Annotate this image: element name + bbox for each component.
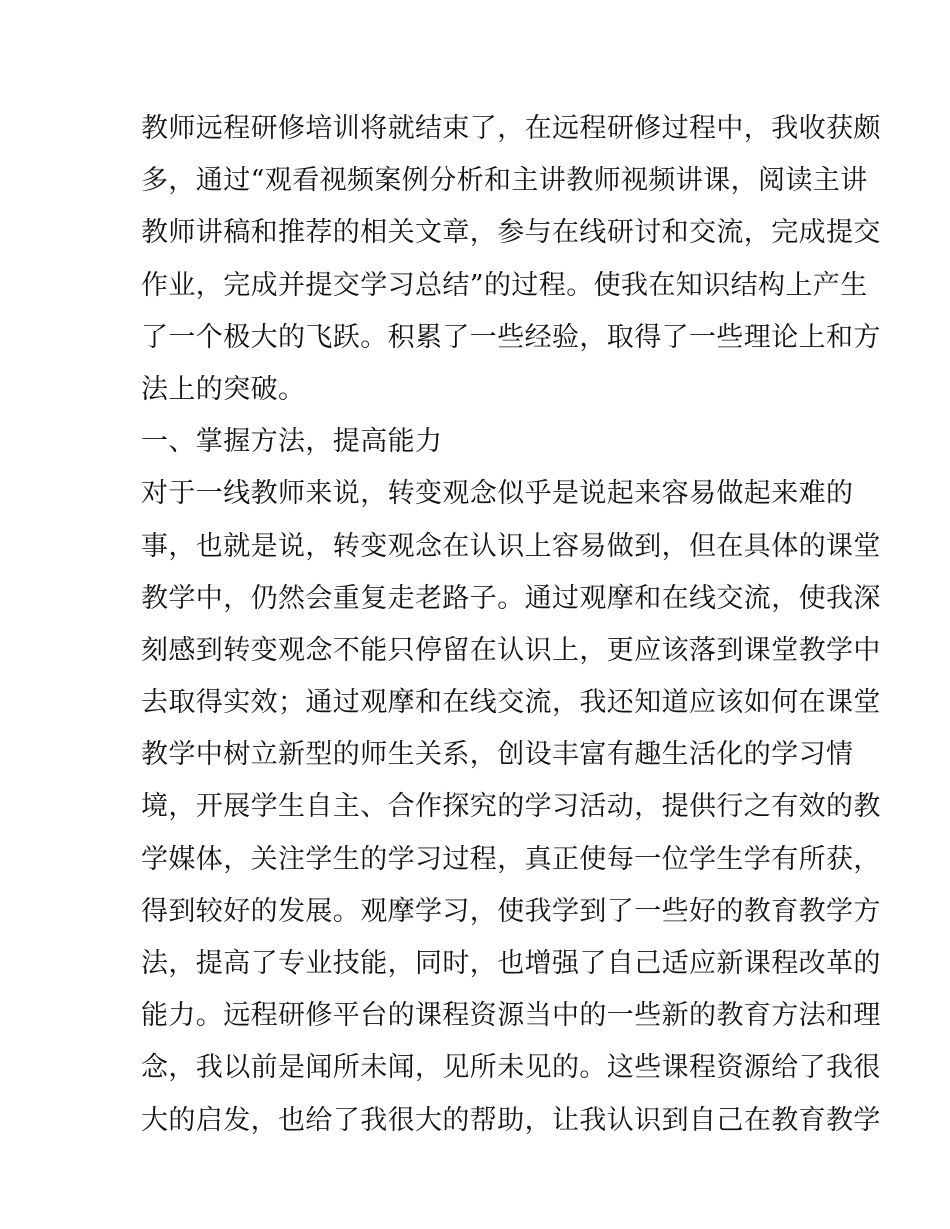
paragraph-line: 去取得实效；通过观摩和在线交流，我还知道应该如何在课堂 (141, 687, 881, 719)
paragraph-line: 学媒体，关注学生的学习过程，真正使每一位学生学有所获， (141, 843, 881, 875)
paragraph-line: 大的启发，也给了我很大的帮助，让我认识到自己在教育教学 (141, 1104, 881, 1136)
paragraph-line: 事，也就是说，转变观念在认识上容易做到，但在具体的课堂 (141, 530, 881, 562)
paragraph-line: 教师讲稿和推荐的相关文章，参与在线研讨和交流，完成提交 (141, 217, 881, 249)
paragraph-line: 教师远程研修培训将就结束了，在远程研修过程中，我收获颇 (141, 113, 881, 144)
paragraph-line: 刻感到转变观念不能只停留在认识上，更应该落到课堂教学中 (141, 634, 881, 666)
paragraph-line: 念，我以前是闻所未闻，见所未见的。这些课程资源给了我很 (141, 1052, 881, 1084)
paragraph-line: 境，开展学生自主、合作探究的学习活动，提供行之有效的教 (141, 791, 881, 823)
paragraph-line: 教学中，仍然会重复走老路子。通过观摩和在线交流，使我深 (141, 582, 881, 614)
paragraph-line: 教学中树立新型的师生关系，创设丰富有趣生活化的学习情 (141, 739, 854, 771)
paragraph-line: 法上的突破。 (141, 373, 306, 405)
paragraph-line: 多，通过“观看视频案例分析和主讲教师视频讲课，阅读主讲 (141, 165, 868, 197)
document-body (141, 103, 881, 1147)
section-heading: 一、掌握方法，提高能力 (141, 426, 443, 458)
paragraph-line: 作业，完成并提交学习总结”的过程。使我在知识结构上产生 (141, 269, 868, 301)
paragraph-line: 得到较好的发展。观摩学习，使我学到了一些好的教育教学方 (141, 895, 881, 927)
paragraph-line: 了一个极大的飞跃。积累了一些经验，取得了一些理论上和方 (141, 321, 881, 353)
paragraph-line: 对于一线教师来说，转变观念似乎是说起来容易做起来难的 (141, 478, 854, 510)
paragraph-line: 能力。远程研修平台的课程资源当中的一些新的教育方法和理 (141, 1000, 881, 1032)
paragraph-line: 法，提高了专业技能，同时，也增强了自己适应新课程改革的 (141, 948, 881, 979)
